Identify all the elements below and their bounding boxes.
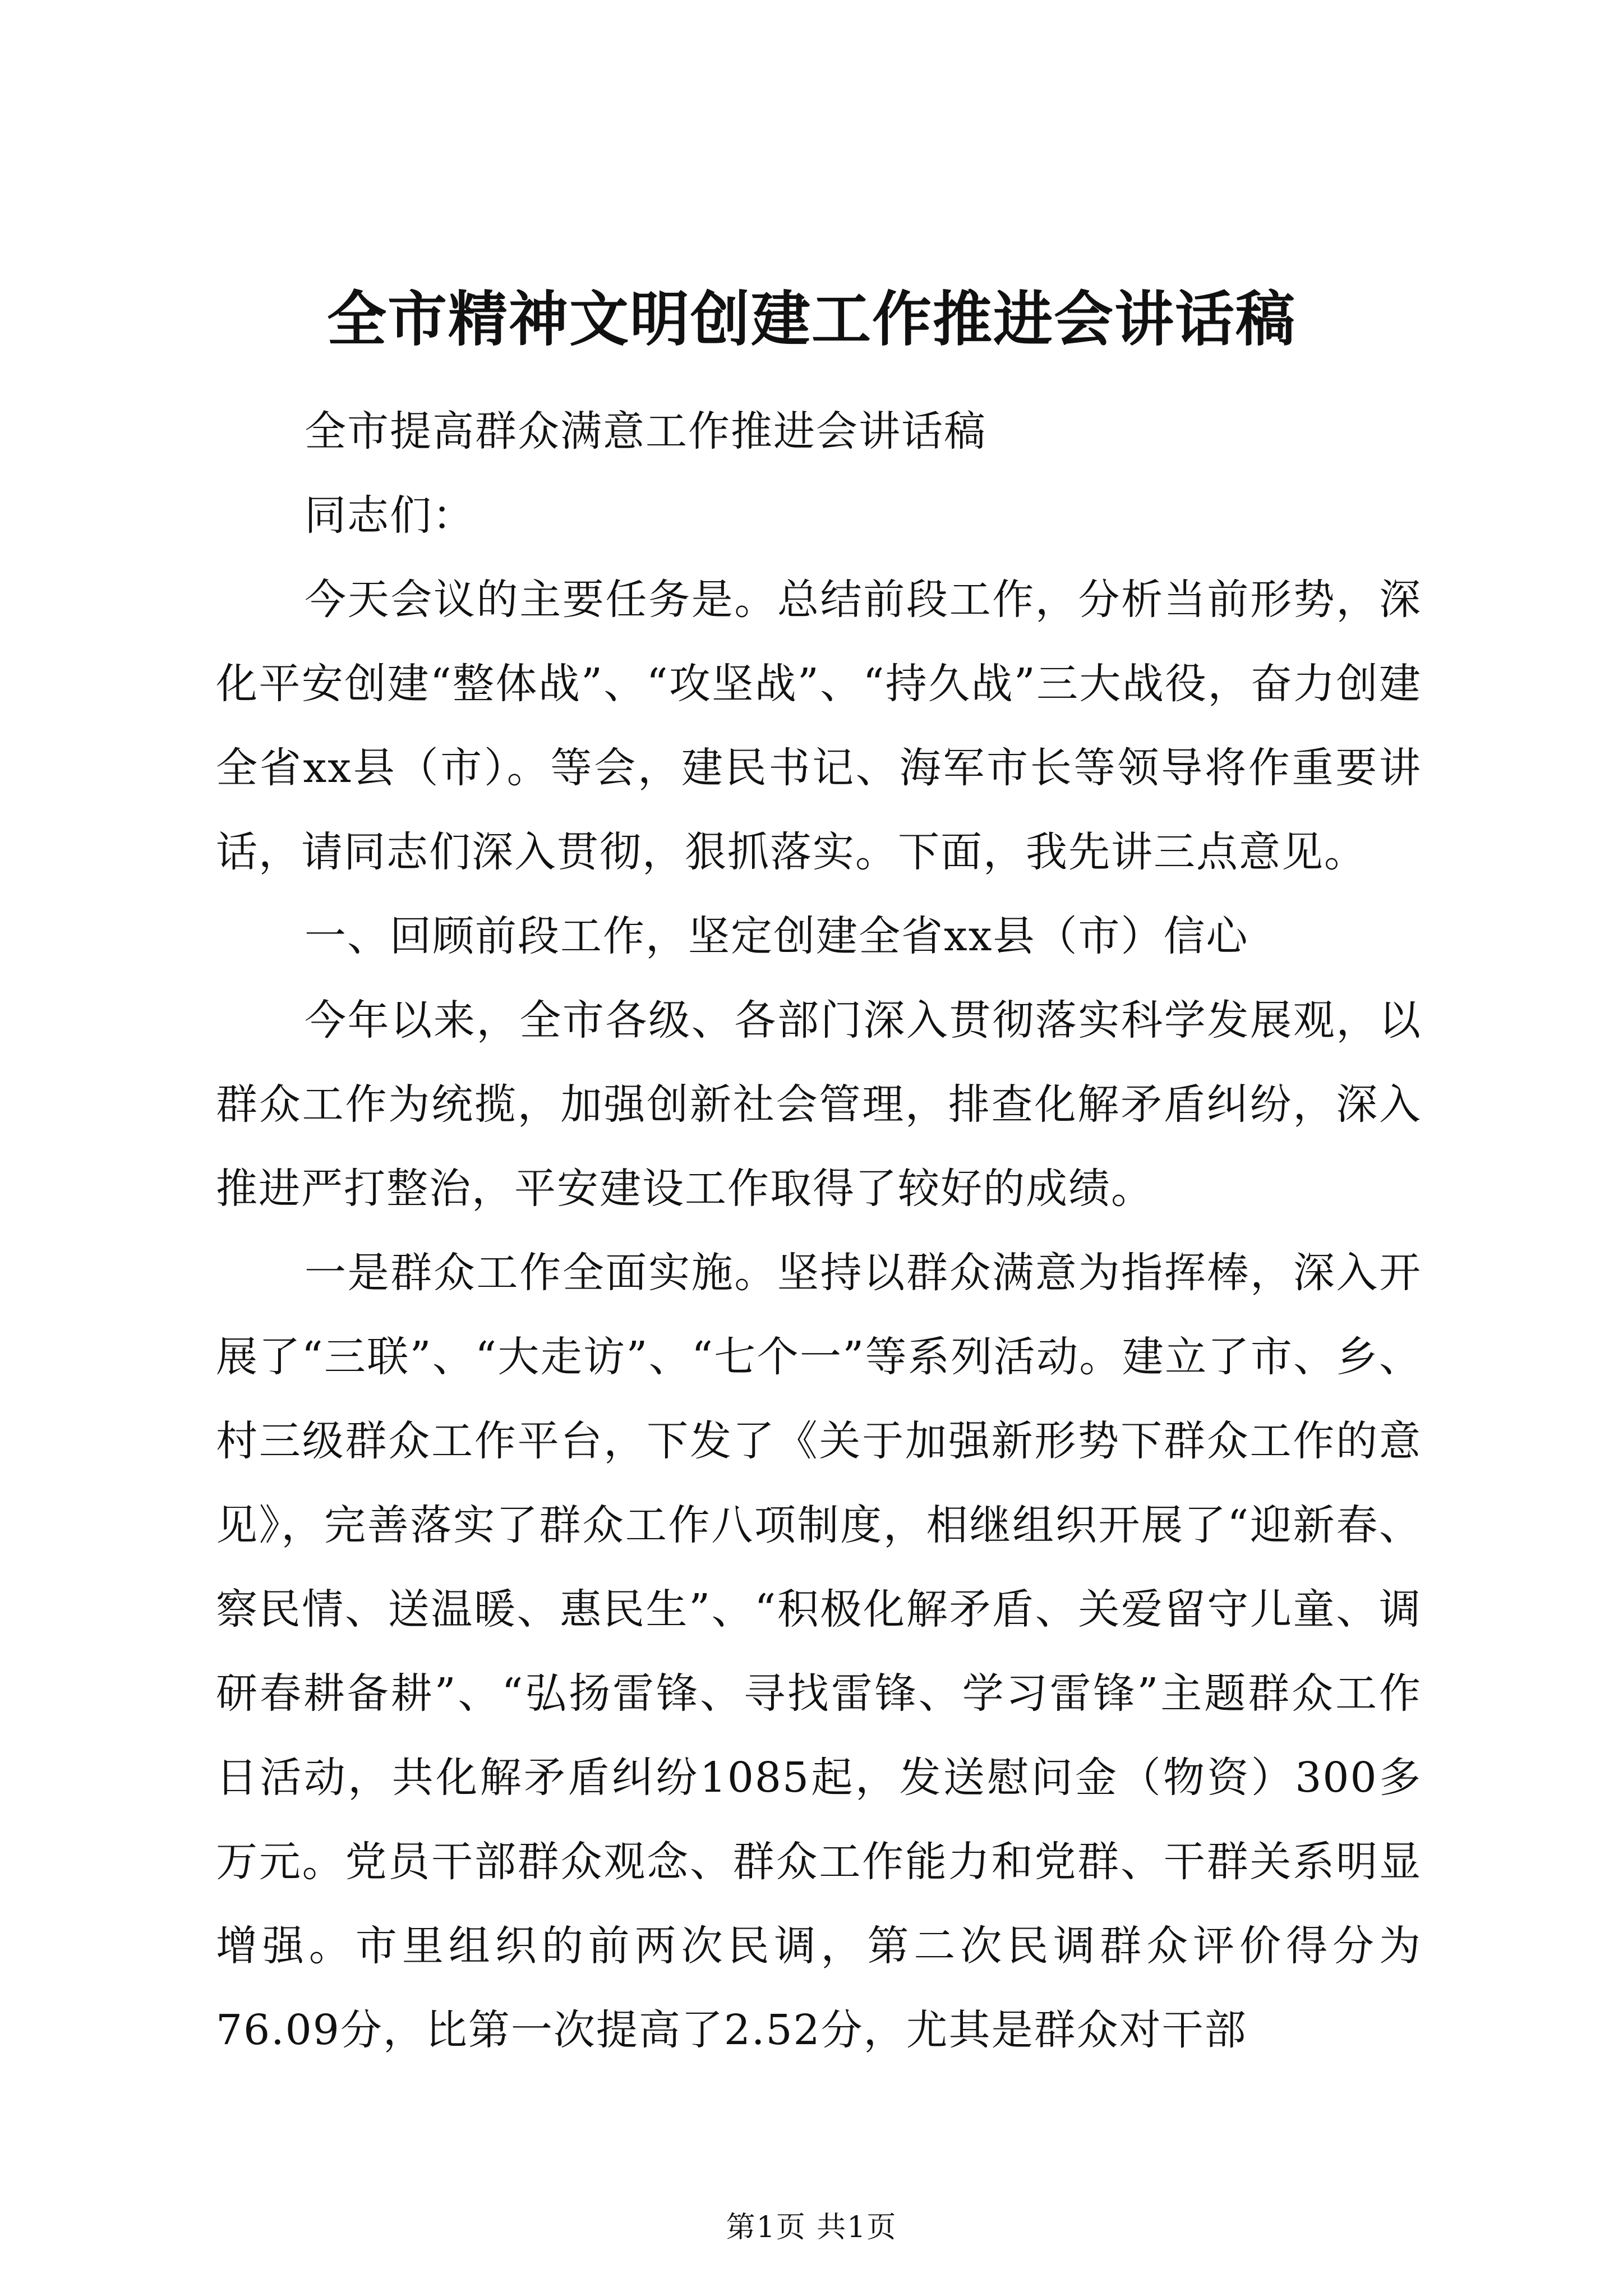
paragraph-point-1: 一是群众工作全面实施。坚持以群众满意为指挥棒，深入开展了“三联”、“大走访”、“七个一”等系列活动。建立了市、乡、村三级群众工作平台，下发了《关于加强新形势下群众工作的意见》，完善落实了群众工作八项制度，相继组织开展了“迎新春、察民情、送温暖、惠民生”、“积极化解矛盾、关爱留守儿童、调研春耕备耕”、“弘扬雷锋、寻找雷锋、学习雷锋”主题群众工作日活动，共化解矛盾纠纷1085起，发送慰问金（物资）300多万元。党员干部群众观念、群众工作能力和党群、干群关系明显增强。市里组织的前两次民调，第二次民调群众评价得分为76.09分，比第一次提高了2.52分，尤其是群众对干部	[216, 1249, 1422, 2054]
section-heading-1: 一、回顾前段工作，坚定创建全省xx县（市）信心	[305, 912, 1249, 960]
document-body	[216, 389, 1422, 2072]
page-footer: 第1页 共1页	[726, 2211, 897, 2244]
paragraph-subtitle: 全市提高群众满意工作推进会讲话稿	[305, 407, 986, 455]
document-title: 全市精神文明创建工作推进会讲话稿	[327, 284, 1296, 354]
paragraph-overview: 今年以来，全市各级、各部门深入贯彻落实科学发展观，以群众工作为统揽，加强创新社会管理，排查化解矛盾纠纷，深入推进严打整治，平安建设工作取得了较好的成绩。	[216, 996, 1422, 1213]
paragraph-intro: 今天会议的主要任务是。总结前段工作，分析当前形势，深化平安创建“整体战”、“攻坚战”、“持久战”三大战役，奋力创建全省xx县（市）。等会，建民书记、海军市长等领导将作重要讲话，请同志们深入贯彻，狠抓落实。下面，我先讲三点意见。	[216, 576, 1422, 876]
paragraph-salutation: 同志们：	[305, 491, 475, 540]
